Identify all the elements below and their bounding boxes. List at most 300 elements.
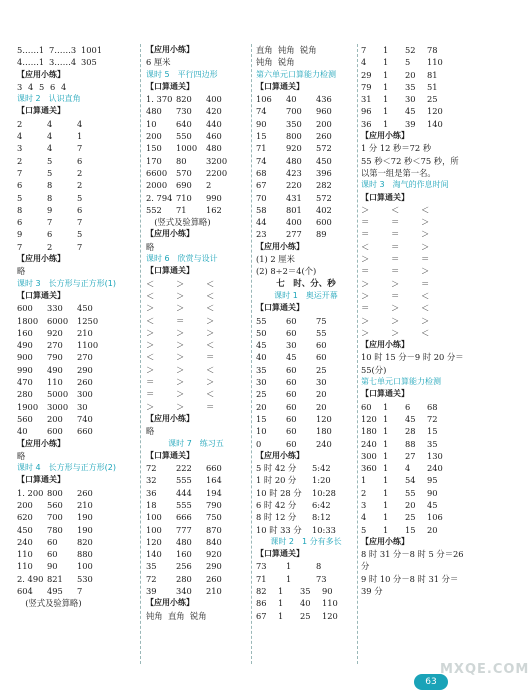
answer-cell: 1:20 bbox=[312, 475, 331, 486]
answer-cell: 29 bbox=[361, 69, 372, 80]
answer-cell: ＞ bbox=[176, 364, 185, 375]
section-heading bbox=[146, 265, 246, 277]
answer-row bbox=[256, 413, 356, 425]
answer-cell: ＞ bbox=[176, 340, 185, 351]
section-heading bbox=[256, 302, 356, 314]
answer-cell: 210 bbox=[206, 586, 222, 597]
answer-row bbox=[361, 216, 481, 228]
answer-cell: 15 bbox=[427, 426, 438, 437]
answer-cell: 110 bbox=[427, 57, 443, 68]
answer-cell: 35 bbox=[146, 561, 157, 572]
answer-cell: ＞ bbox=[421, 229, 430, 240]
answer-cell: 1 bbox=[383, 450, 389, 461]
section-heading-text: 【口算通关】 bbox=[361, 192, 409, 202]
answer-row bbox=[256, 179, 356, 191]
answer-row bbox=[361, 204, 481, 216]
answer-cell: 锐角 bbox=[300, 45, 317, 55]
answer-row bbox=[146, 204, 246, 216]
answer-row bbox=[17, 315, 132, 327]
answer-cell: ＝ bbox=[361, 217, 370, 228]
answer-text bbox=[361, 351, 481, 363]
answer-cell: 6 bbox=[50, 81, 56, 92]
answer-row bbox=[361, 487, 481, 499]
answer-row bbox=[146, 388, 246, 400]
answer-row bbox=[146, 327, 246, 339]
answer-cell: 2 bbox=[77, 167, 83, 178]
answer-row bbox=[17, 216, 132, 228]
lesson-title-text: 课时 3 淘气的作息时间 bbox=[361, 180, 449, 190]
answer-row bbox=[256, 487, 356, 499]
answer-text-content: 55 秒＜72 秒＜75 秒，所 bbox=[361, 155, 459, 166]
answer-cell: 8 bbox=[47, 180, 53, 191]
answer-text-content: (1) 2 厘米 bbox=[256, 254, 295, 265]
answer-cell: 25 bbox=[427, 94, 438, 105]
answer-row bbox=[361, 228, 481, 240]
answer-cell: 58 bbox=[256, 204, 267, 215]
answer-cell: 450 bbox=[17, 524, 33, 535]
answer-row bbox=[361, 327, 481, 339]
answer-cell: 210 bbox=[77, 327, 93, 338]
answer-cell: 700 bbox=[286, 106, 302, 117]
answer-row bbox=[361, 44, 481, 56]
lesson-title bbox=[17, 93, 132, 105]
answer-cell: 5 bbox=[47, 155, 53, 166]
answer-cell: 423 bbox=[286, 167, 302, 178]
answer-cell: 1 bbox=[383, 57, 389, 68]
answer-cell: ＞ bbox=[361, 290, 370, 301]
answer-cell: 10 bbox=[256, 426, 267, 437]
answer-cell: 6 bbox=[17, 180, 23, 191]
answer-text bbox=[361, 167, 481, 179]
answer-text-content: 以第一组是第一名。 bbox=[361, 167, 436, 178]
answer-cell: 7 bbox=[47, 217, 53, 228]
answer-cell: 81 bbox=[427, 69, 438, 80]
section-heading bbox=[146, 228, 246, 240]
answer-cell: 305 bbox=[81, 57, 97, 68]
answer-row bbox=[17, 536, 132, 548]
answer-cell: ＝ bbox=[391, 290, 400, 301]
answer-row bbox=[146, 130, 246, 142]
answer-cell: 7 bbox=[77, 586, 83, 597]
answer-cell: 30 bbox=[286, 340, 297, 351]
answer-row bbox=[256, 216, 356, 228]
answer-row bbox=[146, 105, 246, 117]
answer-cell: 8 时 12 分 bbox=[256, 512, 297, 523]
answer-cell: 31 bbox=[361, 94, 372, 105]
answer-text bbox=[17, 597, 132, 609]
section-heading-text: 【应用小练】 bbox=[146, 45, 194, 54]
chapter-title-text: 七 时、分、秒 bbox=[276, 278, 336, 289]
answer-row bbox=[256, 462, 356, 474]
answer-row bbox=[17, 499, 132, 511]
answer-cell: 3 bbox=[361, 499, 367, 510]
answer-cell: 88 bbox=[405, 438, 416, 449]
answer-cell: 25 bbox=[300, 610, 311, 621]
answer-cell: ＞ bbox=[176, 401, 185, 412]
answer-cell: 7 bbox=[361, 45, 367, 55]
answer-cell: 44 bbox=[256, 217, 267, 228]
section-heading bbox=[146, 597, 246, 609]
answer-cell: 990 bbox=[206, 192, 222, 203]
answer-cell: 490 bbox=[47, 364, 63, 375]
answer-cell: ＞ bbox=[176, 352, 185, 363]
answer-cell: 290 bbox=[77, 364, 93, 375]
section-heading bbox=[256, 548, 356, 560]
answer-cell: 350 bbox=[286, 118, 302, 129]
answer-cell: 8 bbox=[17, 204, 23, 215]
answer-row bbox=[17, 511, 132, 523]
section-heading bbox=[361, 388, 481, 400]
answer-row bbox=[17, 179, 132, 191]
answer-cell: 160 bbox=[176, 549, 192, 560]
section-heading-text: 【口算通关】 bbox=[17, 290, 65, 300]
answer-cell: ＞ bbox=[361, 327, 370, 338]
answer-cell: 260 bbox=[77, 487, 93, 498]
answer-cell: 1100 bbox=[77, 340, 99, 351]
answer-cell: 920 bbox=[286, 143, 302, 154]
answer-row bbox=[256, 204, 356, 216]
answer-cell: 190 bbox=[77, 512, 93, 523]
answer-cell: 40 bbox=[286, 94, 297, 105]
answer-cell: 110 bbox=[17, 561, 33, 572]
section-heading bbox=[256, 241, 356, 253]
lesson-title bbox=[146, 69, 246, 81]
answer-cell: 50 bbox=[256, 327, 267, 338]
lesson-title-text: 课时 2 1 分有多长 bbox=[270, 536, 342, 546]
answer-cell: 6 bbox=[77, 204, 83, 215]
section-heading bbox=[17, 105, 132, 117]
answer-cell: 640 bbox=[176, 118, 192, 129]
lesson-title bbox=[146, 253, 246, 265]
answer-row bbox=[146, 474, 246, 486]
lesson-title-text: 第六单元口算能力检测 bbox=[256, 69, 336, 79]
answer-column-3 bbox=[256, 44, 356, 622]
answer-cell: 130 bbox=[427, 450, 443, 461]
answer-cell: 73 bbox=[256, 561, 267, 572]
answer-row bbox=[361, 425, 481, 437]
answer-cell: 86 bbox=[256, 598, 267, 609]
answer-cell: ＞ bbox=[176, 377, 185, 388]
answer-cell: 801 bbox=[286, 204, 302, 215]
answer-cell: 20 bbox=[405, 499, 416, 510]
answer-cell: 300 bbox=[361, 450, 377, 461]
answer-cell: 690 bbox=[176, 180, 192, 191]
section-heading bbox=[17, 69, 132, 81]
answer-cell: 39 bbox=[405, 118, 416, 129]
lesson-title bbox=[361, 179, 481, 191]
answer-cell: 420 bbox=[206, 106, 222, 117]
answer-cell: 90 bbox=[322, 586, 333, 597]
answer-cell: 20 bbox=[256, 401, 267, 412]
answer-row bbox=[361, 511, 481, 523]
lesson-title-text: 课时 5 平行四边形 bbox=[146, 69, 218, 79]
answer-cell: 660 bbox=[77, 426, 93, 437]
answer-row bbox=[256, 388, 356, 400]
answer-cell: 277 bbox=[286, 229, 302, 240]
answer-row bbox=[256, 327, 356, 339]
answer-cell: 60 bbox=[286, 413, 297, 424]
answer-cell: 431 bbox=[286, 192, 302, 203]
answer-cell: 钝角 bbox=[146, 610, 163, 621]
answer-cell: 330 bbox=[47, 303, 63, 314]
answer-cell: 1 bbox=[286, 561, 292, 572]
answer-cell: 2 bbox=[47, 241, 53, 252]
answer-row bbox=[256, 155, 356, 167]
answer-cell: ＞ bbox=[421, 241, 430, 252]
answer-cell: 1 bbox=[383, 426, 389, 437]
section-heading bbox=[256, 450, 356, 462]
answer-cell: 240 bbox=[427, 463, 443, 474]
answer-cell: 162 bbox=[206, 204, 222, 215]
answer-cell: ＞ bbox=[361, 315, 370, 326]
answer-cell: 160 bbox=[17, 327, 33, 338]
answer-cell: 9 bbox=[17, 229, 23, 240]
answer-cell: 35 bbox=[256, 364, 267, 375]
answer-cell: 1 bbox=[383, 413, 389, 424]
answer-cell: 260 bbox=[77, 377, 93, 388]
answer-cell: 90 bbox=[427, 487, 438, 498]
answer-cell: 25 bbox=[405, 512, 416, 523]
section-heading bbox=[146, 44, 246, 56]
answer-row bbox=[17, 401, 132, 413]
answer-cell: ＝ bbox=[391, 254, 400, 265]
answer-cell: 10 时 28 分 bbox=[256, 487, 302, 498]
answer-cell: 45 bbox=[427, 499, 438, 510]
answer-cell: 79 bbox=[361, 81, 372, 92]
answer-cell: 780 bbox=[47, 524, 63, 535]
answer-cell: 4 bbox=[77, 118, 83, 129]
section-heading bbox=[256, 81, 356, 93]
answer-cell: 30 bbox=[316, 377, 327, 388]
answer-cell: 4 bbox=[61, 81, 67, 92]
answer-row bbox=[146, 536, 246, 548]
answer-row bbox=[256, 560, 356, 572]
answer-cell: 45 bbox=[405, 413, 416, 424]
answer-row bbox=[17, 118, 132, 130]
answer-cell: 6 bbox=[17, 217, 23, 228]
answer-row bbox=[361, 450, 481, 462]
answer-row bbox=[361, 302, 481, 314]
answer-text-content: 略 bbox=[17, 450, 26, 461]
section-heading-text: 【应用小练】 bbox=[17, 438, 65, 448]
answer-cell: ＞ bbox=[206, 327, 215, 338]
answer-cell: 6:42 bbox=[312, 499, 331, 510]
answer-cell: 35 bbox=[300, 586, 311, 597]
answer-cell: 23 bbox=[256, 229, 267, 240]
answer-row bbox=[146, 93, 246, 105]
section-heading-text: 【应用小练】 bbox=[17, 254, 65, 264]
answer-row bbox=[361, 401, 481, 413]
answer-cell: 260 bbox=[316, 131, 332, 142]
section-heading-text: 【口算通关】 bbox=[256, 81, 304, 91]
answer-cell: 4……1 bbox=[17, 57, 45, 68]
answer-cell: ＞ bbox=[176, 327, 185, 338]
answer-row bbox=[146, 487, 246, 499]
answer-cell: 100 bbox=[77, 561, 93, 572]
answer-row bbox=[361, 56, 481, 68]
answer-cell: ＜ bbox=[421, 290, 430, 301]
answer-row bbox=[256, 597, 356, 609]
section-heading bbox=[146, 450, 246, 462]
answer-cell: 45 bbox=[286, 352, 297, 363]
answer-cell: 30 bbox=[77, 401, 88, 412]
answer-cell: 35 bbox=[427, 438, 438, 449]
answer-text bbox=[361, 364, 481, 376]
answer-cell: 480 bbox=[146, 106, 162, 117]
answer-cell: 直角 bbox=[168, 610, 185, 621]
column-divider-1 bbox=[140, 44, 141, 664]
answer-cell: 820 bbox=[77, 536, 93, 547]
answer-cell: 20 bbox=[316, 401, 327, 412]
answer-row bbox=[256, 192, 356, 204]
section-heading-text: 【口算通关】 bbox=[256, 303, 304, 313]
answer-cell: 440 bbox=[206, 118, 222, 129]
answer-cell: 67 bbox=[256, 180, 267, 191]
answer-cell: 120 bbox=[427, 106, 443, 117]
section-heading bbox=[17, 438, 132, 450]
answer-cell: ＝ bbox=[176, 315, 185, 326]
answer-cell: 2. 794 bbox=[146, 192, 173, 203]
answer-cell: 710 bbox=[176, 192, 192, 203]
answer-row bbox=[256, 425, 356, 437]
answer-cell: 7 bbox=[17, 167, 23, 178]
answer-cell: 820 bbox=[176, 94, 192, 105]
answer-cell: ＜ bbox=[206, 303, 215, 314]
section-heading-text: 【口算通关】 bbox=[146, 266, 194, 276]
answer-text-content: 略 bbox=[17, 266, 26, 277]
answer-cell: ＜ bbox=[146, 278, 155, 289]
answer-cell: 73 bbox=[316, 573, 327, 584]
answer-cell: 10 时 33 分 bbox=[256, 524, 302, 535]
answer-cell: 1900 bbox=[17, 401, 39, 412]
answer-cell: 0 bbox=[256, 438, 262, 449]
answer-cell: 290 bbox=[206, 561, 222, 572]
answer-cell: 70 bbox=[256, 192, 267, 203]
answer-cell: 777 bbox=[176, 524, 192, 535]
answer-row bbox=[146, 339, 246, 351]
answer-cell: ＝ bbox=[421, 254, 430, 265]
answer-cell: ＝ bbox=[421, 278, 430, 289]
answer-cell: 180 bbox=[316, 426, 332, 437]
answer-row bbox=[17, 585, 132, 597]
answer-row bbox=[256, 573, 356, 585]
answer-row bbox=[361, 105, 481, 117]
answer-cell: 1 bbox=[383, 475, 389, 486]
answer-cell: 67 bbox=[256, 610, 267, 621]
answer-cell: ＝ bbox=[391, 229, 400, 240]
answer-cell: 锐角 bbox=[278, 57, 295, 68]
answer-cell: ＜ bbox=[206, 290, 215, 301]
answer-cell: ＜ bbox=[421, 204, 430, 215]
answer-cell: 4 bbox=[405, 463, 411, 474]
answer-cell: ＞ bbox=[146, 401, 155, 412]
answer-cell: 74 bbox=[256, 106, 267, 117]
answer-cell: 600 bbox=[17, 303, 33, 314]
answer-cell: 480 bbox=[286, 155, 302, 166]
answer-cell: ＜ bbox=[206, 340, 215, 351]
answer-cell: 400 bbox=[206, 94, 222, 105]
answer-cell: 60 bbox=[286, 389, 297, 400]
answer-text-content: (2) 8÷2＝4(个) bbox=[256, 266, 317, 277]
answer-cell: 110 bbox=[47, 377, 63, 388]
answer-cell: 6 bbox=[77, 155, 83, 166]
answer-cell: 480 bbox=[176, 536, 192, 547]
answer-row bbox=[146, 573, 246, 585]
answer-row bbox=[146, 290, 246, 302]
answer-cell: 870 bbox=[206, 524, 222, 535]
answer-row bbox=[361, 81, 481, 93]
answer-cell: 55 bbox=[256, 315, 267, 326]
answer-cell: ＞ bbox=[206, 315, 215, 326]
answer-cell: 5000 bbox=[47, 389, 69, 400]
answer-row bbox=[256, 438, 356, 450]
answer-cell: 444 bbox=[176, 487, 192, 498]
answer-row bbox=[361, 499, 481, 511]
answer-cell: 75 bbox=[316, 315, 327, 326]
answer-cell: 666 bbox=[176, 512, 192, 523]
section-heading-text: 【应用小练】 bbox=[256, 450, 304, 460]
answer-cell: 840 bbox=[206, 536, 222, 547]
answer-cell: 7 bbox=[77, 217, 83, 228]
answer-cell: 78 bbox=[427, 45, 438, 55]
answer-cell: 800 bbox=[286, 131, 302, 142]
answer-cell: 18 bbox=[146, 499, 157, 510]
answer-cell: ＝ bbox=[391, 266, 400, 277]
answer-row bbox=[17, 425, 132, 437]
answer-row bbox=[17, 192, 132, 204]
answer-row bbox=[361, 253, 481, 265]
answer-row bbox=[256, 142, 356, 154]
answer-cell: 282 bbox=[316, 180, 332, 191]
answer-cell: 170 bbox=[146, 155, 162, 166]
answer-row bbox=[17, 142, 132, 154]
answer-row bbox=[146, 401, 246, 413]
answer-cell: 40 bbox=[300, 598, 311, 609]
answer-cell: 1 bbox=[383, 463, 389, 474]
answer-cell: 8:12 bbox=[312, 512, 331, 523]
answer-cell: 72 bbox=[427, 413, 438, 424]
lesson-title-text: 课时 7 练习五 bbox=[168, 438, 224, 448]
answer-row bbox=[146, 142, 246, 154]
answer-cell: ＞ bbox=[206, 377, 215, 388]
answer-text bbox=[361, 573, 481, 585]
answer-cell: 1800 bbox=[17, 315, 39, 326]
answer-cell: 730 bbox=[176, 106, 192, 117]
answer-row bbox=[256, 511, 356, 523]
answer-cell: 7 bbox=[77, 241, 83, 252]
answer-cell: 35 bbox=[405, 81, 416, 92]
section-heading bbox=[17, 290, 132, 302]
answer-text-content: (竖式及验算略) bbox=[17, 598, 82, 609]
answer-text bbox=[146, 425, 246, 437]
column-divider-3 bbox=[357, 44, 358, 664]
section-heading-text: 【应用小练】 bbox=[256, 241, 304, 251]
answer-cell: 270 bbox=[47, 340, 63, 351]
answer-row bbox=[146, 192, 246, 204]
answer-row bbox=[256, 105, 356, 117]
answer-row bbox=[17, 241, 132, 253]
answer-cell: 20 bbox=[405, 69, 416, 80]
answer-text bbox=[361, 560, 481, 572]
answer-cell: 460 bbox=[206, 131, 222, 142]
answer-cell: 1 bbox=[383, 45, 389, 55]
answer-cell: ＝ bbox=[146, 377, 155, 388]
answer-cell: ＜ bbox=[206, 389, 215, 400]
answer-cell: 1 bbox=[383, 487, 389, 498]
answer-cell: 106 bbox=[256, 94, 272, 105]
section-heading bbox=[361, 192, 481, 204]
answer-cell: 82 bbox=[256, 586, 267, 597]
